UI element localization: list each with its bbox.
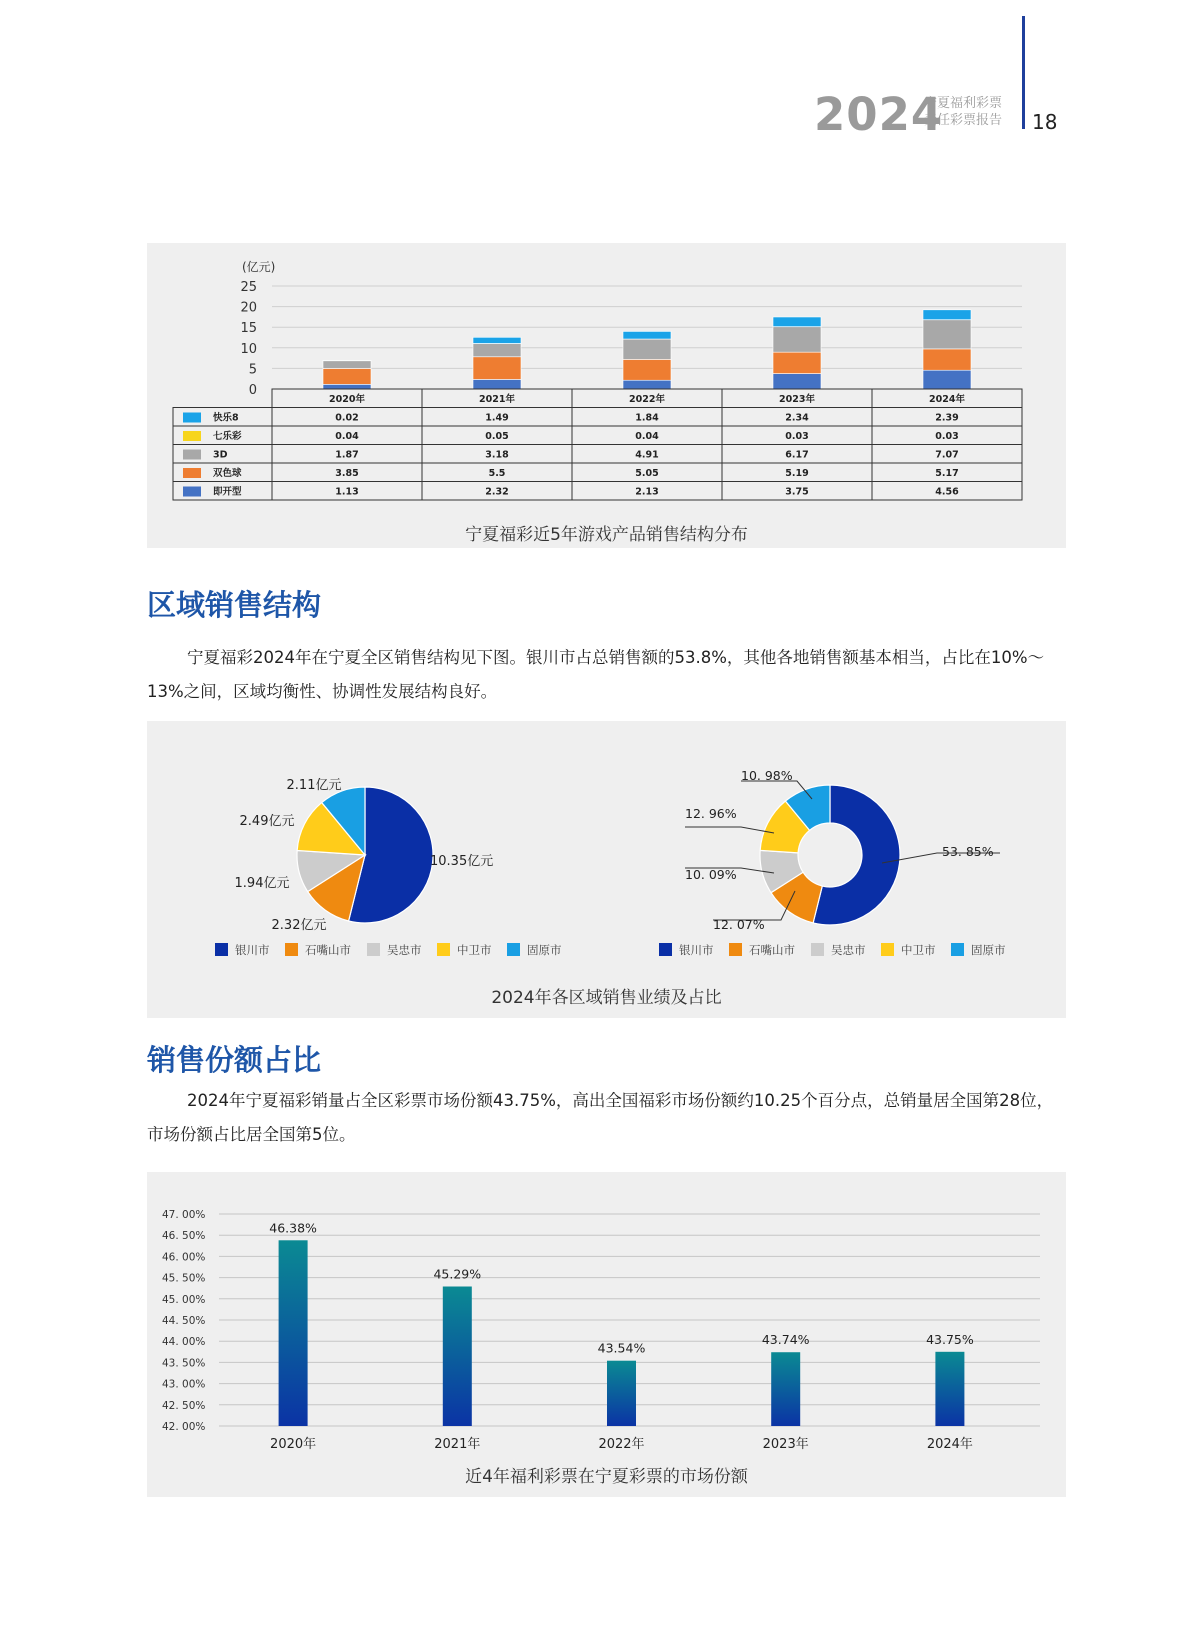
donut-data-label: 53. 85% (942, 844, 994, 859)
chart1-data-cell: 2.13 (635, 486, 659, 498)
chart3-data-label: 45.29% (433, 1266, 482, 1282)
legend-label: 银川市 (235, 943, 270, 957)
chart1-legend-swatch (183, 413, 201, 423)
pie-data-label: 10.35亿元 (430, 854, 494, 869)
chart3-data-label: 46.38% (269, 1220, 317, 1236)
chart1-category-label: 2024年 (929, 394, 965, 405)
stacked-bar-chart (147, 243, 1066, 548)
chart1-bar-segment (323, 384, 371, 389)
chart3-caption: 近4年福利彩票在宁夏彩票的市场份额 (465, 1467, 748, 1487)
chart3-ytick-label: 46. 00% (162, 1251, 206, 1264)
chart1-bar-segment (473, 344, 521, 357)
chart1-series-name: 快乐8 (213, 412, 239, 424)
chart3-ytick-label: 47. 00% (162, 1209, 206, 1221)
donut-data-label: 12. 96% (685, 806, 737, 821)
chart1-data-cell: 7.07 (935, 449, 959, 461)
chart1-bar-segment (473, 357, 521, 380)
chart1-bar-segment (773, 327, 821, 352)
legend-swatch (811, 943, 824, 956)
chart1-table-border (173, 408, 1022, 501)
legend-swatch (507, 943, 520, 956)
chart1-bar-segment (773, 352, 821, 373)
chart3-bar (607, 1361, 636, 1426)
chart1-data-cell: 0.04 (335, 431, 359, 442)
chart1-bar-segment (923, 370, 971, 389)
chart3-category-label: 2024年 (926, 1437, 973, 1452)
chart1-data-cell: 5.5 (488, 468, 506, 479)
chart1-category-label: 2023年 (779, 394, 815, 405)
chart1-data-cell: 4.56 (935, 486, 959, 498)
chart3-category-label: 2020年 (270, 1437, 317, 1452)
header-subtitle-line1: 宁夏福利彩票 (924, 96, 1003, 111)
donut-data-label: 10. 09% (685, 867, 737, 882)
chart1-ytick-label: 20 (240, 300, 257, 316)
chart3-bar (279, 1240, 308, 1426)
chart1-data-cell: 0.05 (485, 431, 509, 442)
chart3-bar (771, 1352, 800, 1426)
legend-swatch (729, 943, 742, 956)
chart1-ytick-label: 5 (248, 362, 257, 378)
chart1-bar-segment (923, 320, 971, 349)
chart3-ytick-label: 43. 50% (162, 1357, 206, 1370)
chart1-data-cell: 5.19 (785, 468, 809, 479)
chart1-bar-segment (773, 317, 821, 327)
chart2-caption: 2024年各区域销售业绩及占比 (491, 988, 722, 1008)
chart1-bar-segment (473, 379, 521, 389)
chart1-ytick-label: 0 (248, 383, 257, 398)
chart1-bar-segment (623, 331, 671, 339)
chart1-caption: 宁夏福彩近5年游戏产品销售结构分布 (465, 525, 748, 545)
chart1-bar-segment (623, 359, 671, 380)
chart1-data-cell: 2.34 (785, 412, 809, 424)
chart1-bar-segment (473, 337, 521, 343)
chart1-category-label: 2020年 (329, 394, 365, 405)
chart1-legend-swatch (183, 487, 201, 497)
legend-label: 中卫市 (901, 943, 936, 957)
chart1-data-cell: 5.17 (935, 468, 959, 479)
chart3-category-label: 2021年 (434, 1437, 481, 1452)
page-number: 18 (1032, 110, 1058, 134)
chart1-data-cell: 0.03 (785, 431, 809, 442)
chart1-data-cell: 1.84 (635, 412, 659, 424)
section-paragraph-region: 宁夏福彩2024年在宁夏全区销售结构见下图。银川市占总销售额的53.8%，其他各地销售额基本相当，占比在10%～13%之间，区域均衡性、协调性发展结构良好。 (147, 648, 1045, 701)
chart1-data-cell: 2.32 (485, 486, 509, 498)
header-subtitle (924, 95, 1002, 129)
chart1-category-label: 2022年 (629, 394, 665, 405)
chart1-series-name: 3D (213, 449, 228, 461)
legend-swatch (285, 943, 298, 956)
chart3-ytick-label: 45. 50% (162, 1272, 206, 1285)
legend-swatch (437, 943, 450, 956)
chart3-ytick-label: 45. 00% (162, 1293, 206, 1306)
chart1-data-cell: 1.13 (335, 486, 359, 498)
market-share-bar-chart (147, 1172, 1066, 1497)
header-divider (1022, 16, 1025, 129)
pie-data-label: 1.94亿元 (234, 876, 290, 891)
chart1-bar-segment (923, 310, 971, 320)
chart3-data-label: 43.54% (597, 1340, 646, 1356)
legend-label: 吴忠市 (387, 943, 422, 957)
chart1-unit-label: (亿元) (242, 260, 276, 274)
chart3-data-label: 43.74% (761, 1332, 810, 1348)
legend-label: 固原市 (971, 943, 1006, 957)
chart1-ytick-label: 25 (240, 280, 257, 295)
chart3-panel (147, 1172, 1066, 1497)
legend-label: 银川市 (679, 943, 714, 957)
legend-label: 吴忠市 (831, 943, 866, 957)
chart3-ytick-label: 42. 00% (162, 1421, 206, 1433)
chart1-series-name: 双色球 (213, 468, 242, 479)
chart1-data-cell: 1.49 (485, 412, 509, 424)
chart1-bar-segment (323, 361, 371, 369)
legend-swatch (659, 943, 672, 956)
chart1-data-cell: 3.75 (785, 486, 809, 498)
chart1-data-cell: 3.85 (335, 468, 359, 479)
chart3-category-label: 2022年 (598, 1437, 645, 1452)
chart1-data-cell: 3.18 (485, 449, 509, 461)
chart1-data-cell: 6.17 (785, 449, 809, 461)
chart1-data-cell: 5.05 (635, 468, 659, 479)
legend-swatch (367, 943, 380, 956)
chart3-ytick-label: 46. 50% (162, 1230, 206, 1243)
legend-label: 石嘴山市 (749, 943, 795, 957)
donut-data-label: 12. 07% (713, 917, 765, 932)
section-title-share: 销售份额占比 (147, 1043, 322, 1077)
chart1-data-cell: 0.04 (635, 431, 659, 442)
chart3-bar (935, 1352, 964, 1426)
chart1-bar-segment (623, 380, 671, 389)
chart1-legend-swatch (183, 431, 201, 441)
chart1-category-label: 2021年 (479, 394, 515, 405)
legend-swatch (215, 943, 228, 956)
header-year: 2024 (814, 88, 944, 141)
legend-swatch (951, 943, 964, 956)
chart3-ytick-label: 44. 50% (162, 1315, 206, 1327)
chart1-panel (147, 243, 1066, 548)
chart1-series-name: 即开型 (213, 486, 242, 498)
legend-label: 中卫市 (457, 943, 492, 957)
legend-swatch (881, 943, 894, 956)
legend-label: 固原市 (527, 943, 562, 957)
pie-data-label: 2.11亿元 (286, 778, 342, 793)
legend-label: 石嘴山市 (305, 943, 351, 957)
chart2-panel (147, 721, 1066, 1018)
donut-data-label: 10. 98% (741, 768, 793, 783)
chart1-ytick-label: 15 (240, 321, 257, 337)
chart3-ytick-label: 43. 00% (162, 1378, 206, 1391)
chart1-legend-swatch (183, 468, 201, 478)
chart1-bar-segment (623, 339, 671, 359)
chart1-data-cell: 4.91 (635, 449, 659, 461)
chart1-bar-segment (323, 368, 371, 384)
chart1-ytick-label: 10 (240, 341, 257, 357)
chart3-bar (443, 1287, 472, 1426)
chart1-data-cell: 0.03 (935, 431, 959, 442)
section-title-region: 区域销售结构 (147, 588, 322, 622)
chart1-legend-swatch (183, 450, 201, 460)
pie-charts (147, 721, 1066, 1018)
header-subtitle-line2: 责任彩票报告 (924, 113, 1003, 128)
chart1-series-name: 七乐彩 (213, 431, 242, 442)
pie-data-label: 2.32亿元 (271, 918, 327, 933)
chart3-data-label: 43.75% (926, 1331, 974, 1347)
chart3-ytick-label: 44. 00% (162, 1336, 206, 1349)
chart1-bar-segment (923, 349, 971, 370)
section-paragraph-share: 2024年宁夏福彩销量占全区彩票市场份额43.75%，高出全国福彩市场份额约10.25个百分点，总销量居全国第28位，市场份额占比居全国第5位。 (147, 1091, 1054, 1144)
chart1-data-cell: 0.02 (335, 412, 359, 424)
chart1-data-cell: 1.87 (335, 449, 359, 461)
chart1-data-cell: 2.39 (935, 412, 959, 424)
donut-leader-line (685, 827, 774, 833)
pie-data-label: 2.49亿元 (239, 814, 295, 829)
chart1-bar-segment (773, 374, 821, 389)
chart3-ytick-label: 42. 50% (162, 1399, 206, 1412)
chart3-category-label: 2023年 (762, 1437, 809, 1452)
